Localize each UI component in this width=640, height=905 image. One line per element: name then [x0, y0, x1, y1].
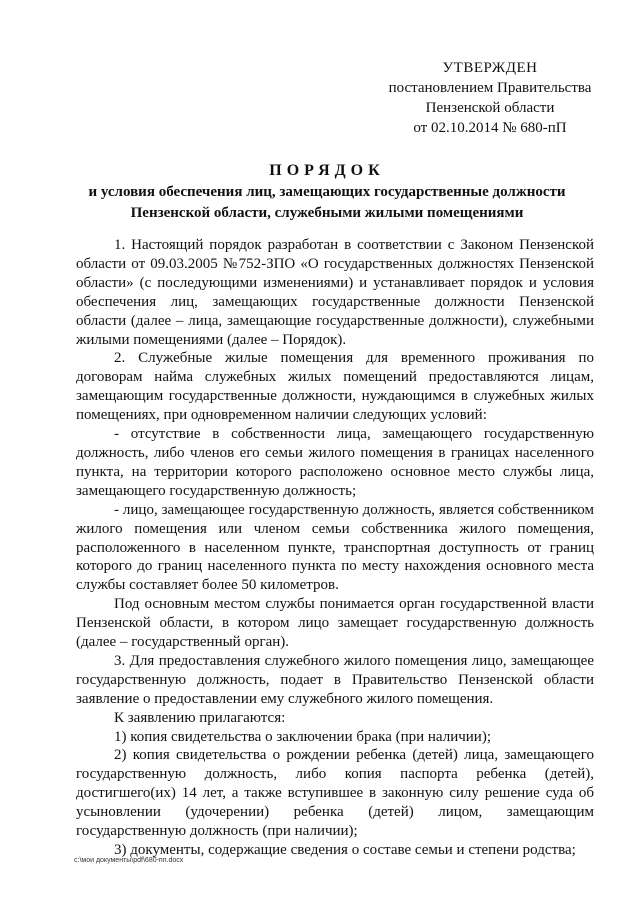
- approval-stamp: [370, 58, 610, 138]
- approval-date-number: от 02.10.2014 № 680-пП: [413, 120, 567, 136]
- title-subtitle: Пензенской области, служебными жилыми помещениями: [130, 205, 524, 221]
- approval-line: Пензенской области: [425, 100, 555, 116]
- paragraph: 2) копия свидетельства о рождении ребенка (детей) лица, замещающего государственную должность, либо копия паспорта ребенка (детей), достигшего(их) 14 лет, а также вступившее в законную силу решение суда об усыновлении (удочерении) ребенка (детей) лицом, замещающим государственную должность (при наличии);: [76, 747, 594, 840]
- approval-heading: УТВЕРЖДЕН: [442, 60, 538, 76]
- paragraph: 3) документы, содержащие сведения о составе семьи и степени родства;: [114, 842, 576, 858]
- paragraph: К заявлению прилагаются:: [114, 709, 286, 726]
- paragraph: - отсутствие в собственности лица, замещающего государственную должность, либо членов его семьи жилого помещения в границах населенного пункта, на территории которого расположено основное место службы лица, замещающего государственную должность;: [76, 426, 594, 499]
- document-body: [76, 236, 594, 860]
- document-title: [60, 160, 594, 224]
- paragraph: 1. Настоящий порядок разработан в соответствии с Законом Пензенской области от 09.03.2005 №752-ЗПО «О государственных должностях Пензенской области» (с последующими изменениями) и устанавливает порядок и условия обеспечения лиц, замещающих государственные должности Пензенской области (далее – лица, замещающие государственные должности), служебными жилыми помещениями (далее – Порядок).: [76, 237, 594, 348]
- paragraph: - лицо, замещающее государственную должность, является собственником жилого помещения или членом семьи собственника жилого помещения, расположенного в населенном пункте, транспортная доступность от границ которого до границ населенного пункта по месту нахождения основного места службы составляет более 50 километров.: [76, 501, 594, 594]
- title-subtitle: и условия обеспечения лиц, замещающих государственные должности: [88, 184, 566, 200]
- title-main: ПОРЯДОК: [269, 162, 385, 179]
- file-path-footer: c:\мои документы\pdf\680-пп.docx: [74, 857, 184, 864]
- paragraph: 3. Для предоставления служебного жилого помещения лицо, замещающее государственную должность, подает в Правительство Пензенской области заявление о предоставлении ему служебного жилого помещения.: [76, 652, 594, 707]
- approval-line: постановлением Правительства: [388, 80, 592, 96]
- paragraph: 1) копия свидетельства о заключении брака (при наличии);: [114, 728, 491, 745]
- paragraph: Под основным местом службы понимается орган государственной власти Пензенской области, в котором лицо замещает государственную должность (далее – государственный орган).: [76, 596, 594, 651]
- paragraph: 2. Служебные жилые помещения для временного проживания по договорам найма служебных жилых помещений предоставляются лицам, замещающим государственные должности, нуждающимся в служебных жилых помещениях, при одновременном наличии следующих условий:: [76, 350, 594, 424]
